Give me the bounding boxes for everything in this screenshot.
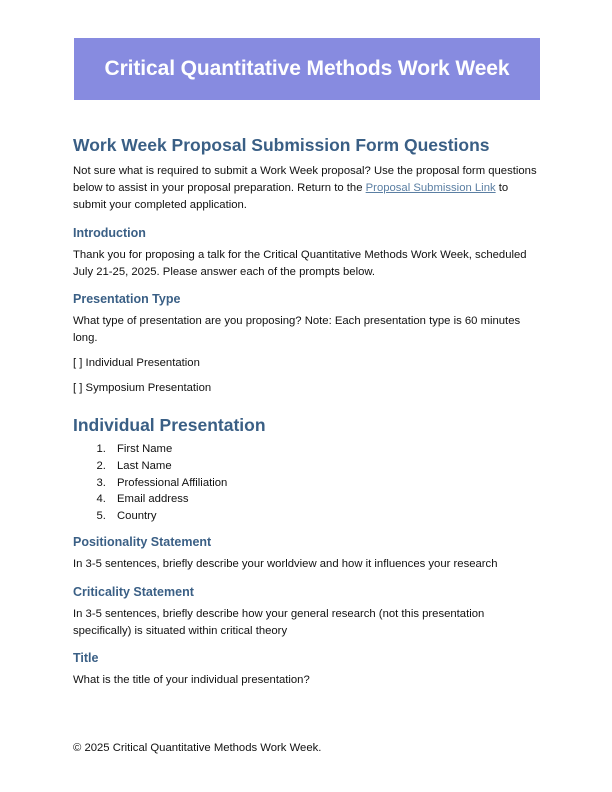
title-text: What is the title of your individual presentation? [73, 673, 310, 686]
list-item: 5. Country [109, 508, 543, 525]
list-item: 1. First Name [109, 441, 543, 458]
individual-presentation-heading: Individual Presentation [73, 415, 266, 435]
option-individual-presentation[interactable]: [ ] Individual Presentation [73, 357, 200, 369]
criticality-heading: Criticality Statement [73, 584, 194, 599]
criticality-text: In 3-5 sentences, briefly describe how your general research (not this presentation specifically) is situated within critical theory [73, 607, 485, 637]
option-symposium-presentation[interactable]: [ ] Symposium Presentation [73, 382, 212, 394]
list-item: 4. Email address [109, 491, 543, 508]
proposal-submission-link[interactable]: Proposal Submission Link [365, 182, 496, 194]
intro-text-before: Not sure what is required to submit a Work Week proposal? Use the proposal form questions below to assist in your proposal preparation. Return to the [73, 165, 537, 194]
list-item: 2. Last Name [109, 458, 543, 475]
banner-title: Critical Quantitative Methods Work Week [104, 57, 510, 80]
intro-paragraph [73, 163, 543, 214]
intro-text-after: to submit your completed application. [73, 182, 509, 211]
page-title: Work Week Proposal Submission Form Questions [73, 135, 490, 155]
footer-copyright: © 2025 Critical Quantitative Methods Work Week. [73, 742, 322, 754]
introduction-heading: Introduction [73, 226, 146, 240]
header-banner [74, 38, 540, 100]
positionality-heading: Positionality Statement [73, 534, 212, 549]
list-item: 3. Professional Affiliation [109, 475, 543, 492]
positionality-text: In 3-5 sentences, briefly describe your worldview and how it influences your research [73, 557, 498, 570]
presentation-type-heading: Presentation Type [73, 292, 181, 306]
title-heading: Title [73, 650, 99, 665]
document-body [73, 135, 543, 689]
introduction-text: Thank you for proposing a talk for the Critical Quantitative Methods Work Week, scheduled July 21-25, 2025. Please answer each of the prompts below. [73, 249, 527, 278]
individual-fields-list [73, 441, 543, 525]
presentation-type-text: What type of presentation are you proposing? Note: Each presentation type is 60 minutes long. [73, 315, 521, 344]
